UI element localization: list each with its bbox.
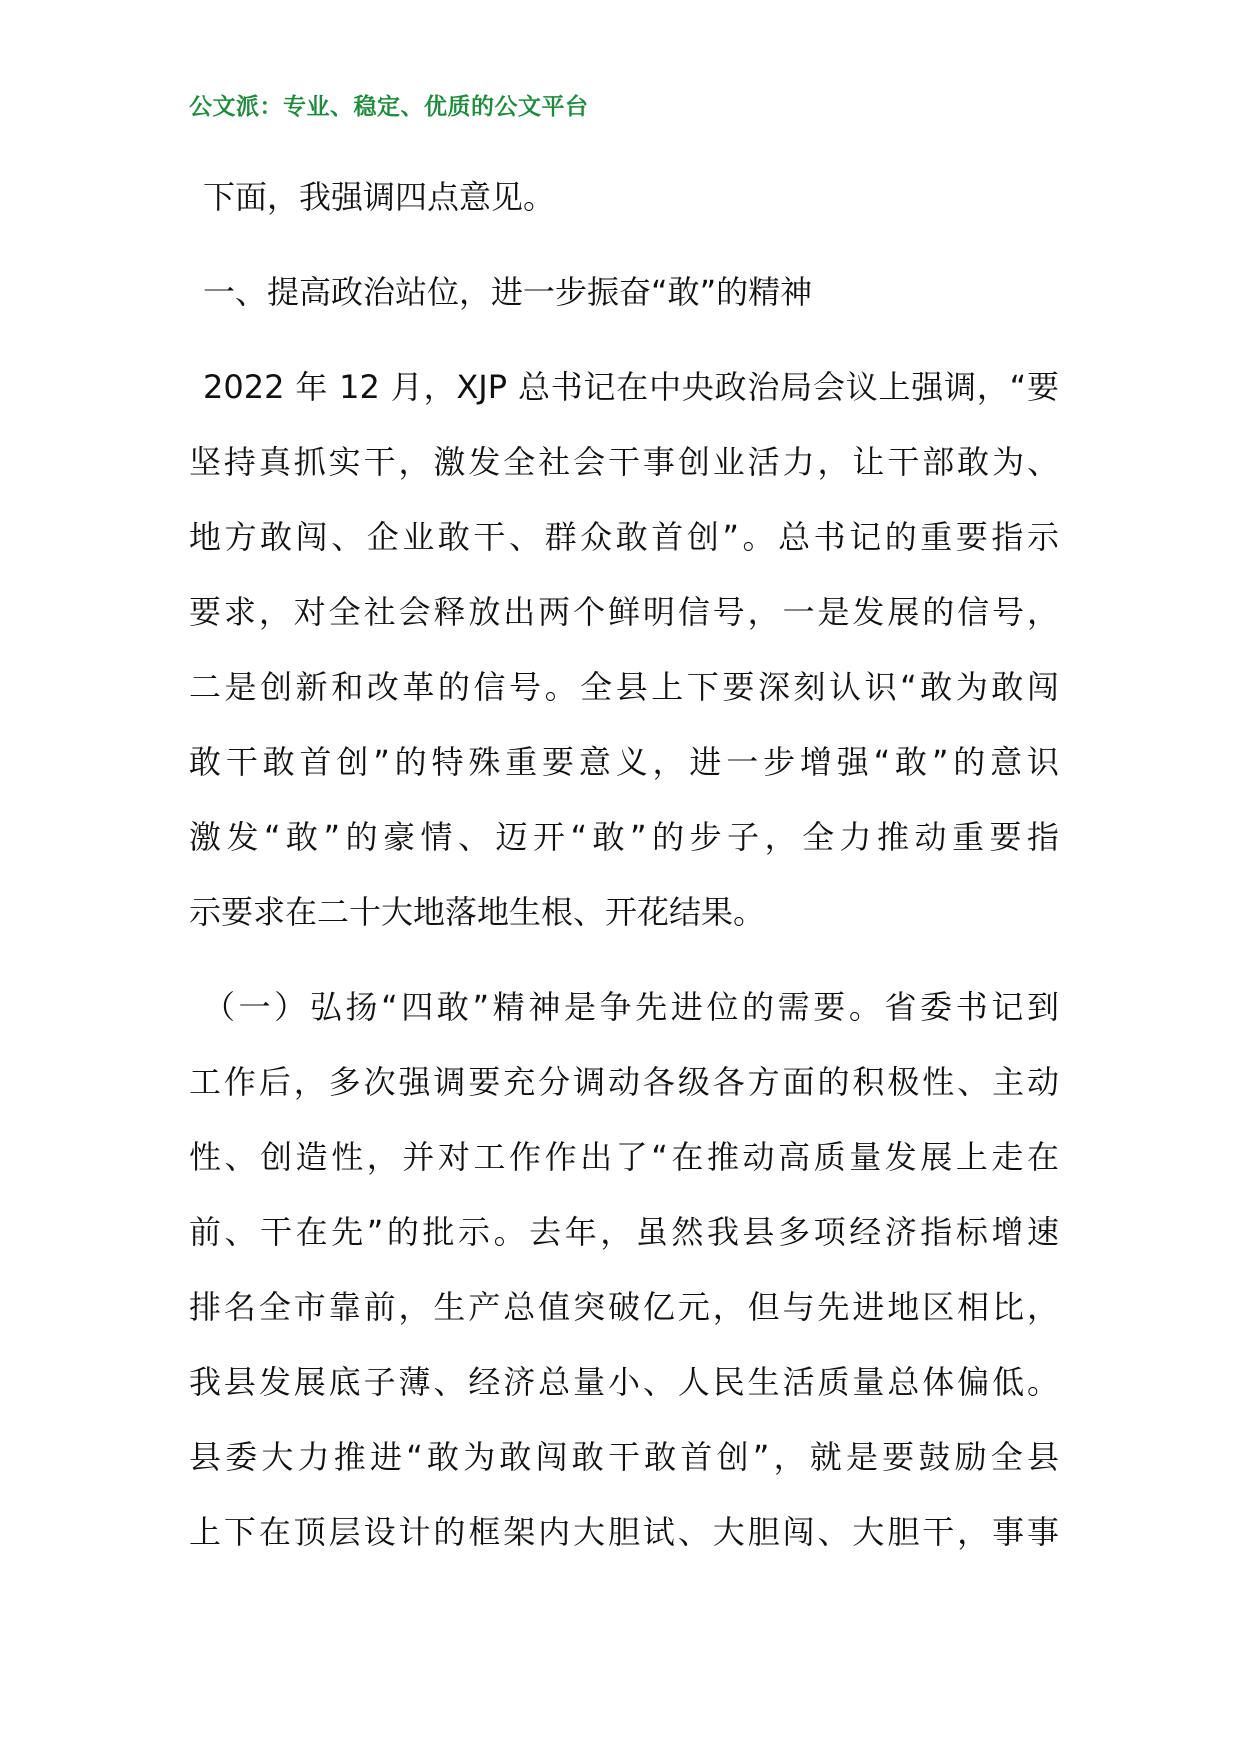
paragraph-line: 敢干敢首创”的特殊重要意义，进一步增强“敢”的意识	[189, 743, 1059, 781]
paragraph-intro: 下面，我强调四点意见。	[203, 178, 556, 216]
paragraph-line: 上下在顶层设计的框架内大胆试、大胆闯、大胆干，事事	[189, 1513, 1059, 1551]
paragraph-line: 性、创造性，并对工作作出了“在推动高质量发展上走在	[189, 1138, 1059, 1176]
paragraph-line: 示要求在二十大地落地生根、开花结果。	[189, 893, 766, 931]
paragraph-line: 县委大力推进“敢为敢闯敢干敢首创”，就是要鼓励全县	[189, 1438, 1059, 1476]
section-heading-1: 一、提高政治站位，进一步振奋“敢”的精神	[203, 273, 813, 311]
paragraph-line: 前、干在先”的批示。去年，虽然我县多项经济指标增速	[189, 1213, 1059, 1251]
paragraph-line: 地方敢闯、企业敢干、群众敢首创”。总书记的重要指示	[189, 518, 1059, 556]
paragraph-line: 排名全市靠前，生产总值突破亿元，但与先进地区相比，	[189, 1288, 1059, 1326]
document-body	[189, 160, 1059, 1570]
subsection-paragraph-line: （一）弘扬“四敢”精神是争先进位的需要。省委书记到	[203, 988, 1059, 1026]
paragraph-line: 工作后，多次强调要充分调动各级各方面的积极性、主动	[189, 1063, 1059, 1101]
header-banner: 公文派：专业、稳定、优质的公文平台	[189, 94, 589, 120]
paragraph-line: 激发“敢”的豪情、迈开“敢”的步子，全力推动重要指	[189, 818, 1059, 856]
paragraph-line: 二是创新和改革的信号。全县上下要深刻认识“敢为敢闯	[189, 668, 1059, 706]
paragraph-line: 要求，对全社会释放出两个鲜明信号，一是发展的信号，	[189, 593, 1059, 631]
paragraph-line: 我县发展底子薄、经济总量小、人民生活质量总体偏低。	[189, 1363, 1059, 1401]
paragraph-line: 2022 年 12 月，XJP 总书记在中央政治局会议上强调，“要	[203, 368, 1059, 406]
paragraph-line: 坚持真抓实干，激发全社会干事创业活力，让干部敢为、	[189, 443, 1059, 481]
